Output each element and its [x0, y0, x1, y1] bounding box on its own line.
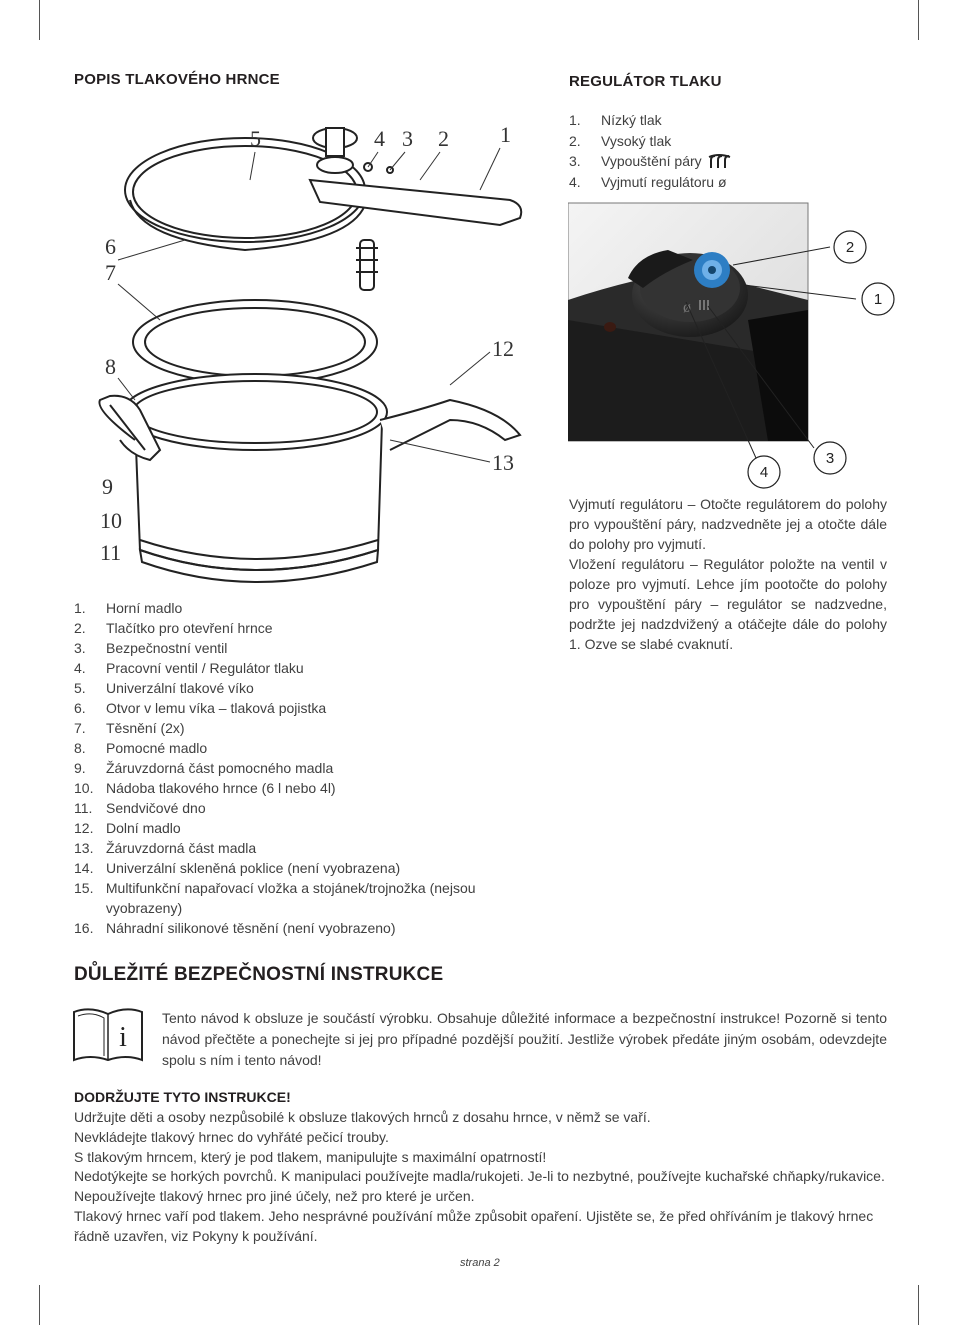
- list-number: 10.: [74, 780, 94, 796]
- list-label: Otvor v lemu víka – tlaková pojistka: [106, 700, 327, 716]
- section-title-regulator: REGULÁTOR TLAKU: [569, 73, 722, 90]
- list-item: [569, 151, 869, 172]
- callout-10: 10: [100, 508, 122, 533]
- crop-mark-left-bottom: [39, 1285, 40, 1325]
- photo-callout-3: 3: [825, 450, 835, 467]
- list-label: Dolní madlo: [106, 820, 181, 836]
- callout-9: 9: [102, 474, 113, 499]
- list-number: 2.: [569, 132, 581, 149]
- regulator-removal-text: Vyjmutí regulátoru – Otočte regulátorem do polohy pro vypouštění páry, nadzvedněte jej a otočte dále do polohy pro vyjmutí.: [569, 496, 887, 552]
- rule-item: Nedotýkejte se horkých povrchů. K manipulaci používejte madla/rukojeti. Je-li to nezbytné, používejte kuchařské chňapky/rukavice.: [74, 1168, 885, 1185]
- diameter-mark: ø: [683, 299, 691, 316]
- list-item: [74, 598, 554, 618]
- list-number: 5.: [74, 680, 86, 696]
- list-label: Vyjmutí regulátoru ø: [601, 173, 727, 190]
- list-number: 3.: [74, 640, 86, 656]
- list-number: 4.: [569, 173, 581, 190]
- list-label: Univerzální skleněná poklice (není vyobrazena): [106, 860, 401, 876]
- list-item: [74, 658, 554, 678]
- list-item: [74, 798, 554, 818]
- list-label: Nízký tlak: [601, 112, 662, 128]
- callout-6: 6: [105, 234, 116, 259]
- rule-item: Nevkládejte tlakový hrnec do vyhřáté pečicí trouby.: [74, 1128, 389, 1145]
- info-book-icon: [72, 1006, 144, 1062]
- list-label: Náhradní silikonové těsnění (není vyobrazeno): [106, 920, 396, 936]
- list-label: Vypouštění páry: [601, 153, 702, 169]
- list-number: 1.: [74, 600, 86, 616]
- list-number: 1.: [569, 112, 581, 128]
- rules-list: [74, 1108, 892, 1247]
- list-label: Tlačítko pro otevření hrnce: [106, 620, 273, 636]
- list-number: 6.: [74, 700, 86, 716]
- rules-title: DODRŽUJTE TYTO INSTRUKCE!: [74, 1089, 291, 1105]
- list-label: Bezpečnostní ventil: [106, 640, 228, 656]
- pressure-cooker-diagram: [90, 110, 530, 600]
- callout-5: 5: [250, 126, 261, 151]
- safety-title: DŮLEŽITÉ BEZPEČNOSTNÍ INSTRUKCE: [74, 964, 444, 985]
- callout-3: 3: [402, 126, 413, 151]
- safety-intro: Tento návod k obsluze je součástí výrobku. Obsahuje důležité informace a bezpečnostní instrukce! Pozorně si tento návod přečtěte a ponechejte si jej pro případné pozdější použití. Jestliže výrobek předáte jiným osobám, odevzdejte spolu s ním i tento návod!: [162, 1010, 887, 1068]
- steam-icon: [707, 153, 731, 169]
- callout-11: 11: [100, 540, 122, 565]
- callout-1: 1: [500, 122, 511, 147]
- list-number: 12.: [74, 820, 94, 836]
- callout-12: 12: [492, 336, 514, 361]
- callout-7: 7: [105, 260, 116, 285]
- info-letter: i: [119, 1022, 127, 1053]
- list-item: [74, 778, 554, 798]
- parts-list: [74, 598, 554, 938]
- list-item: [569, 131, 869, 152]
- list-label: Těsnění (2x): [106, 720, 185, 736]
- list-item: [74, 718, 554, 738]
- crop-mark-right: [918, 0, 919, 40]
- list-item: [74, 818, 554, 838]
- callout-4: 4: [374, 126, 385, 151]
- section-title-description: POPIS TLAKOVÉHO HRNCE: [74, 71, 280, 88]
- list-label: Vysoký tlak: [601, 132, 672, 149]
- list-item: [569, 172, 869, 193]
- regulator-insert-text: Vložení regulátoru – Regulátor položte na ventil v poloze pro vyjmutí. Lehce jím pootočte do polohy pro vypouštění páry – regulátor se nadzvedne, podržte jej nadzdvižený a otáčejte dále do polohy 1. Ozve se slabé cvaknutí.: [569, 556, 887, 652]
- list-number: 14.: [74, 860, 94, 876]
- list-label: Pracovní ventil / Regulátor tlaku: [106, 660, 304, 676]
- rule-item: S tlakovým hrncem, který je pod tlakem, manipulujte s maximální opatrností!: [74, 1148, 547, 1165]
- list-item: [74, 738, 554, 758]
- list-label: Univerzální tlakové víko: [106, 680, 254, 696]
- list-label: Sendvičové dno: [106, 800, 206, 816]
- list-item: [74, 878, 554, 918]
- list-number: 8.: [74, 740, 86, 756]
- list-item: [74, 638, 554, 658]
- page-number: strana 2: [460, 1257, 500, 1269]
- list-number: 9.: [74, 760, 86, 776]
- list-label: Nádoba tlakového hrnce (6 l nebo 4l): [106, 780, 336, 796]
- photo-callout-2: 2: [845, 239, 855, 256]
- list-number: 15.: [74, 880, 94, 896]
- list-item: [74, 838, 554, 858]
- rule-item: Nepoužívejte tlakový hrnec pro jiné účely, než pro které je určen.: [74, 1188, 475, 1205]
- callout-8: 8: [105, 354, 116, 379]
- list-label: Žáruvzdorná část madla: [106, 840, 257, 856]
- list-number: 13.: [74, 840, 94, 856]
- list-label: Horní madlo: [106, 600, 183, 616]
- list-number: 7.: [74, 720, 86, 736]
- list-item: [74, 858, 554, 878]
- list-label: Žáruvzdorná část pomocného madla: [106, 760, 334, 776]
- callout-2: 2: [438, 126, 449, 151]
- photo-callout-4: 4: [759, 464, 769, 481]
- list-item: [74, 678, 554, 698]
- photo-callout-1: 1: [873, 291, 883, 308]
- list-number: 16.: [74, 920, 94, 936]
- crop-mark-left: [39, 0, 40, 40]
- list-item: [74, 698, 554, 718]
- list-item: [74, 758, 554, 778]
- list-item: [74, 618, 554, 638]
- list-item: [74, 918, 554, 938]
- regulator-list: [569, 110, 869, 192]
- list-item: [569, 110, 869, 131]
- list-label: Multifunkční napařovací vložka a stojánek/trojnožka (nejsou vyobrazeny): [105, 880, 476, 916]
- list-number: 4.: [74, 660, 86, 676]
- regulator-photo: [568, 200, 910, 490]
- rule-item: Udržujte děti a osoby nezpůsobilé k obsluze tlakových hrnců z dosahu hrnce, v němž se vaří.: [74, 1109, 651, 1125]
- crop-mark-right-bottom: [918, 1285, 919, 1325]
- list-label: Pomocné madlo: [106, 740, 208, 756]
- callout-13: 13: [492, 450, 514, 475]
- list-number: 2.: [74, 620, 86, 636]
- list-number: 11.: [74, 800, 93, 816]
- rule-item: Tlakový hrnec vaří pod tlakem. Jeho nesprávné používání může způsobit opaření. Ujistěte se, že před ohříváním je tlakový hrnec řádně uzavřen, viz Pokyny k používání.: [74, 1207, 874, 1244]
- list-number: 3.: [569, 153, 581, 169]
